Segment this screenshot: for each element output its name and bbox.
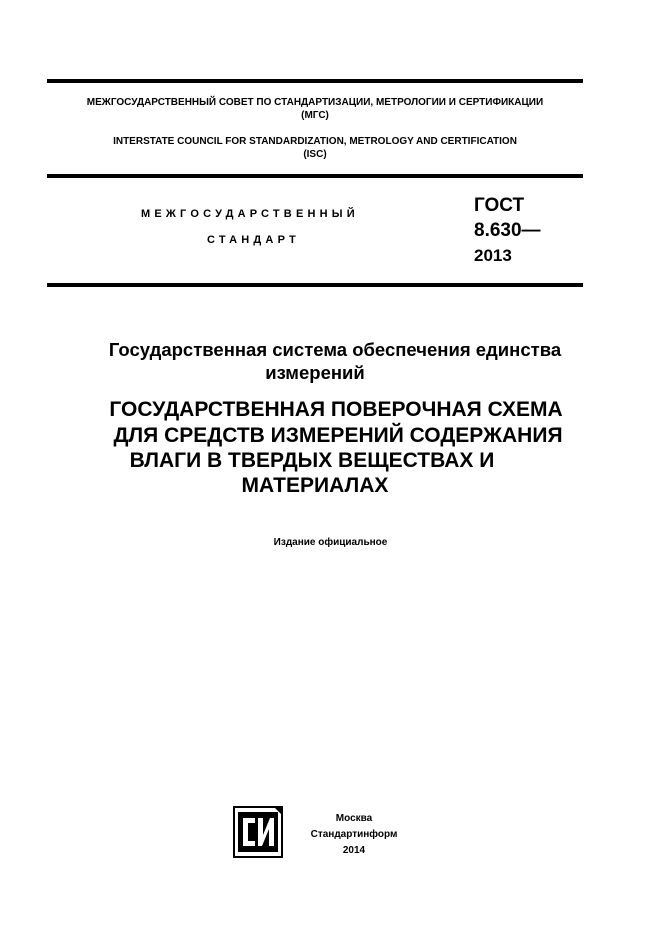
council-en-name: INTERSTATE COUNCIL FOR STANDARDIZATION, METROLOGY AND CERTIFICATION — [113, 136, 517, 147]
standartinform-logo-icon — [233, 806, 283, 858]
title-line1: ГОСУДАРСТВЕННАЯ ПОВЕРОЧНАЯ СХЕМА — [109, 398, 563, 421]
publication-year: 2014 — [342, 845, 366, 856]
publisher-info — [290, 811, 418, 859]
council-ru-block — [47, 96, 583, 122]
title-line2: ДЛЯ СРЕДСТВ ИЗМЕРЕНИЙ СОДЕРЖАНИЯ — [113, 424, 563, 447]
subtitle-line1: Государственная система обеспечения единства — [108, 339, 562, 360]
council-ru-abbreviation: (МГС) — [301, 110, 329, 121]
council-ru-name: МЕЖГОСУДАРСТВЕННЫЙ СОВЕТ ПО СТАНДАРТИЗАЦИИ, МЕТРОЛОГИИ И СЕРТИФИКАЦИИ — [86, 97, 544, 108]
gost-designation — [474, 193, 541, 268]
gost-label: ГОСТ — [474, 195, 525, 216]
title-line3: ВЛАГИ В ТВЕРДЫХ ВЕЩЕСТВАХ И — [129, 449, 495, 472]
title-line4: МАТЕРИАЛАХ — [241, 474, 389, 497]
edition-label: Издание официальное — [273, 537, 388, 548]
publisher-name: Стандартинформ — [310, 829, 398, 840]
gost-year: 2013 — [474, 246, 512, 265]
gost-number: 8.630— — [474, 220, 541, 241]
standard-type-line2: СТАНДАРТ — [207, 234, 300, 246]
council-en-abbreviation: (ISC) — [303, 149, 327, 160]
subtitle-line2: измерений — [265, 362, 365, 383]
middle-rule — [47, 174, 583, 178]
top-rule — [47, 79, 583, 83]
bottom-rule — [47, 283, 583, 287]
publisher-city: Москва — [335, 813, 373, 824]
standard-type-line1: МЕЖГОСУДАРСТВЕННЫЙ — [141, 208, 359, 220]
council-en-block — [47, 135, 583, 161]
